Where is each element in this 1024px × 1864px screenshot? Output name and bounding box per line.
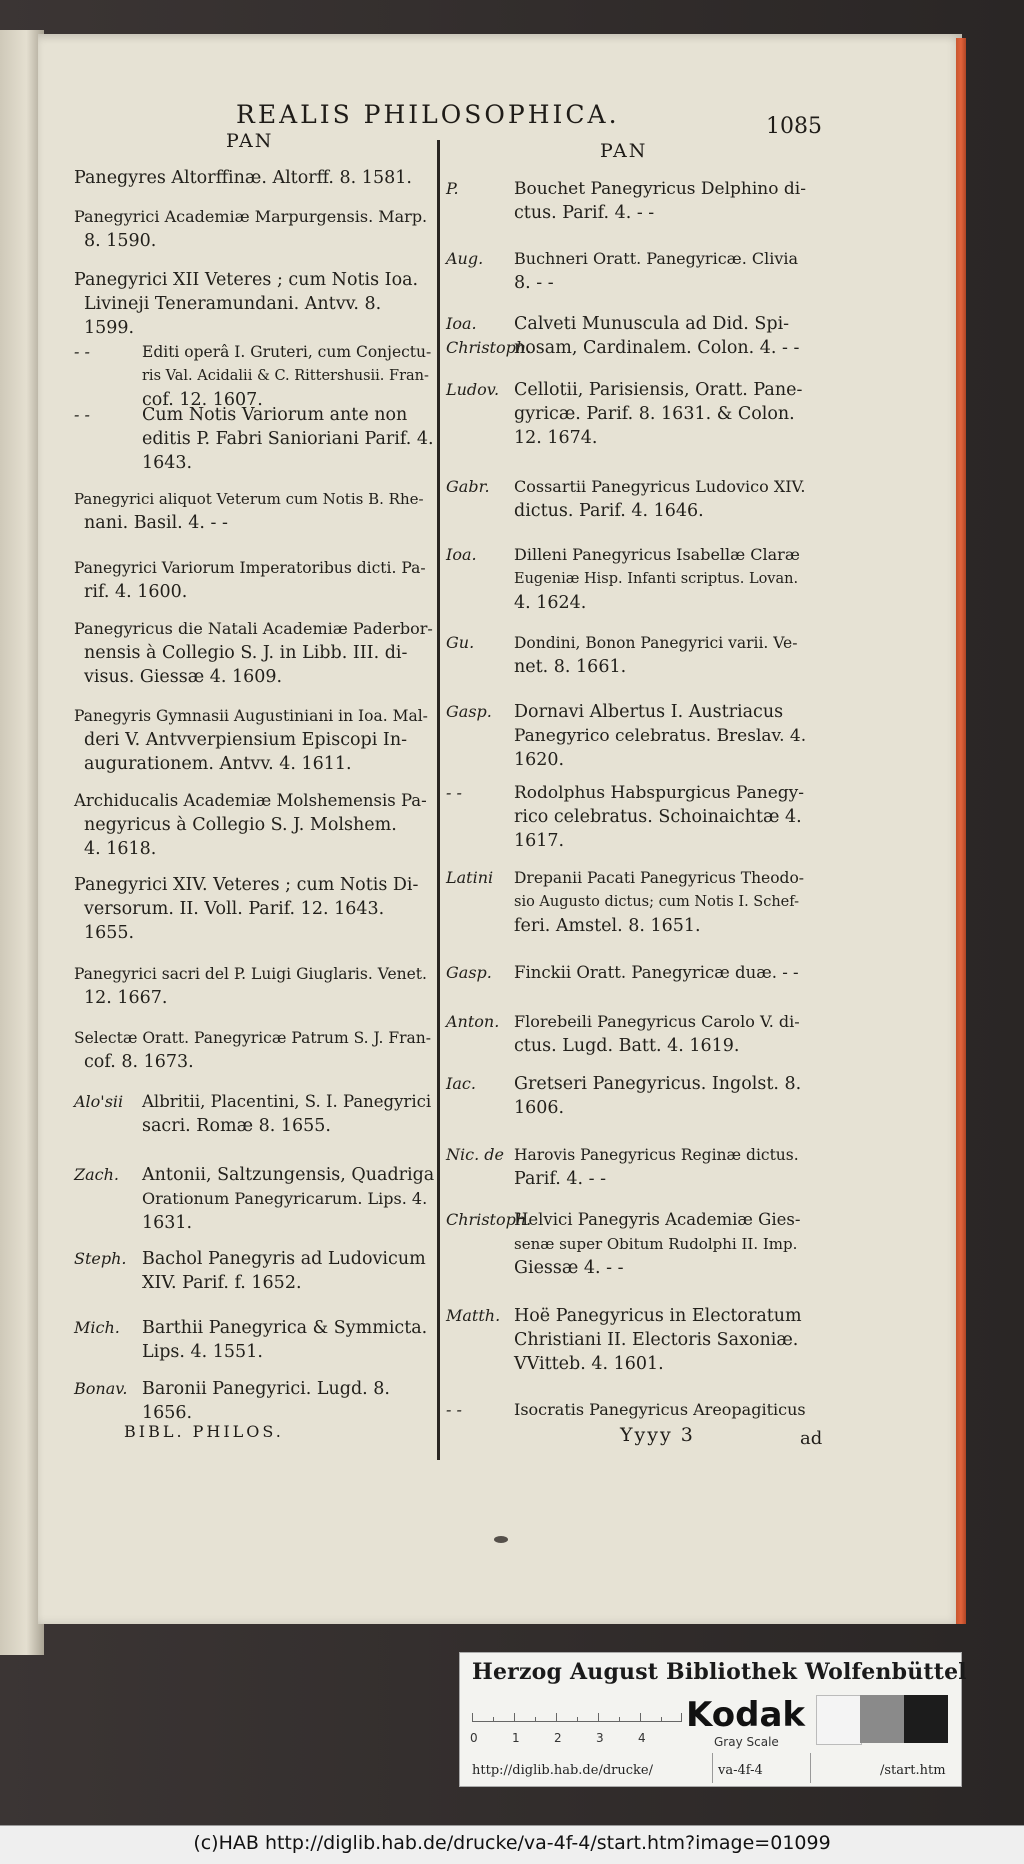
entry-line: Panegyrici XII Veteres ; cum Notis Ioa. — [74, 270, 419, 290]
entry-line: Albritii, Placentini, S. I. Panegyrici — [142, 1092, 432, 1111]
entry-line: Hoë Panegyricus in Electoratum — [514, 1306, 802, 1326]
entry-line: visus. Giessæ 4. 1609. — [84, 667, 283, 687]
entry-line: Gretseri Panegyricus. Ingolst. 8. — [514, 1074, 802, 1094]
entry-author-prefix: Steph. — [74, 1249, 127, 1268]
entry-line: cof. 12. 1607. — [142, 390, 263, 410]
entry-line: Editi operâ I. Gruteri, cum Conjectu- — [142, 343, 432, 361]
entry-line: Dondini, Bonon Panegyrici varii. Ve- — [514, 634, 798, 652]
entry-line: cof. 8. 1673. — [84, 1052, 194, 1072]
ruler-label: 0 — [470, 1731, 478, 1745]
entry-line: Panegyrici sacri del P. Luigi Giuglaris. Venet. — [74, 965, 427, 983]
entry-line: 1655. — [84, 923, 135, 943]
entry-author-prefix: Matth. — [446, 1306, 501, 1325]
entry-line: gyricæ. Parif. 8. 1631. & Colon. — [514, 404, 795, 424]
entry-line: rif. 4. 1600. — [84, 582, 188, 602]
entry-line: Panegyricus die Natali Academiæ Paderbor- — [74, 619, 433, 638]
entry-line: Panegyres Altorffinæ. Altorff. 8. 1581. — [74, 168, 412, 188]
right-column-head: PAN — [600, 140, 648, 162]
entry-author-prefix: - - — [74, 405, 90, 424]
card-url-page: /start.htm — [880, 1763, 946, 1778]
entry-line: Helvici Panegyris Academiæ Gies- — [514, 1210, 801, 1229]
entry-line: ris Val. Acidalii & C. Rittershusii. Fran- — [142, 368, 429, 384]
kodak-logo: Kodak — [686, 1695, 805, 1735]
entry-line: Panegyrici Variorum Imperatoribus dicti. Pa- — [74, 559, 426, 577]
entry-author-prefix: Zach. — [74, 1165, 120, 1184]
entry-line: nosam, Cardinalem. Colon. 4. - - — [514, 338, 800, 358]
entry-author-prefix: Latini — [446, 868, 494, 887]
entry-line: Livineji Teneramundani. Antvv. 8. — [84, 294, 382, 314]
entry-line: senæ super Obitum Rudolphi II. Imp. — [514, 1235, 798, 1253]
entry-line: Florebeili Panegyricus Carolo V. di- — [514, 1012, 800, 1031]
entry-line: ctus. Parif. 4. - - — [514, 203, 655, 223]
entry-line: Panegyrico celebratus. Breslav. 4. — [514, 726, 807, 746]
column-rule — [437, 140, 440, 1460]
entry-line: nensis à Collegio S. J. in Libb. III. di- — [84, 643, 408, 663]
entry-line: Selectæ Oratt. Panegyricæ Patrum S. J. Fran- — [74, 1029, 431, 1047]
entry-author-prefix: Gabr. — [446, 477, 490, 496]
card-divider — [810, 1753, 811, 1783]
entry-line: Finckii Oratt. Panegyricæ duæ. - - — [514, 963, 799, 982]
card-url-base: http://diglib.hab.de/drucke/ — [472, 1763, 653, 1778]
entry-line: editis P. Fabri Sanioriani Parif. 4. — [142, 429, 434, 449]
library-color-card — [459, 1652, 967, 1787]
entry-line: Parif. 4. - - — [514, 1169, 607, 1189]
footer-running-title: BIBL. PHILOS. — [124, 1422, 284, 1441]
entry-line: 4. 1624. — [514, 593, 587, 613]
entry-line: 1599. — [84, 318, 135, 338]
entry-line: Panegyris Gymnasii Augustiniani in Ioa. Mal- — [74, 707, 428, 725]
ruler-label: 4 — [638, 1731, 646, 1745]
entry-line: XIV. Parif. f. 1652. — [142, 1273, 302, 1293]
running-head: REALIS PHILOSOPHICA. — [236, 100, 620, 129]
footer-url-text: (c)HAB http://diglib.hab.de/drucke/va-4f-4/start.htm?image=01099 — [193, 1832, 831, 1854]
entry-line: Cossartii Panegyricus Ludovico XIV. — [514, 477, 806, 496]
gray-swatch-black — [904, 1695, 948, 1743]
entry-line: feri. Amstel. 8. 1651. — [514, 916, 701, 936]
entry-author-prefix: P. — [446, 179, 459, 198]
entry-author-prefix: Ioa. — [446, 545, 477, 564]
entry-line: sacri. Romæ 8. 1655. — [142, 1116, 331, 1136]
entry-line: augurationem. Antvv. 4. 1611. — [84, 754, 352, 774]
entry-line: net. 8. 1661. — [514, 657, 627, 677]
ruler-label: 2 — [554, 1731, 562, 1745]
entry-line: Christiani II. Electoris Saxoniæ. — [514, 1330, 799, 1350]
entry-author-prefix: Ioa. Christoph. — [446, 314, 532, 357]
ink-smudge — [494, 1536, 508, 1543]
entry-line: Calveti Munuscula ad Did. Spi- — [514, 314, 790, 334]
entry-author-prefix: Gasp. — [446, 963, 492, 982]
gray-swatch-mid — [860, 1695, 904, 1743]
entry-line: 1617. — [514, 831, 565, 851]
entry-line: 4. 1618. — [84, 839, 157, 859]
entry-line: Eugeniæ Hisp. Infanti scriptus. Lovan. — [514, 571, 799, 587]
entry-line: 1656. — [142, 1403, 193, 1423]
entry-line: 12. 1667. — [84, 988, 168, 1008]
entry-line: negyricus à Collegio S. J. Molshem. — [84, 815, 397, 835]
page-red-edge — [956, 38, 966, 1624]
catchword: ad — [800, 1428, 823, 1449]
entry-line: deri V. Antvverpiensium Episcopi In- — [84, 730, 408, 750]
signature-mark: Yyyy 3 — [620, 1424, 695, 1446]
entry-line: Dilleni Panegyricus Isabellæ Claræ — [514, 545, 800, 564]
entry-line: Harovis Panegyricus Reginæ dictus. — [514, 1146, 799, 1164]
entry-author-prefix: Ludov. — [446, 380, 500, 399]
entry-line: 1620. — [514, 750, 565, 770]
entry-line: Isocratis Panegyricus Areopagiticus — [514, 1400, 806, 1419]
entry-author-prefix: Mich. — [74, 1318, 120, 1337]
entry-line: Panegyrici XIV. Veteres ; cum Notis Di- — [74, 875, 419, 895]
gray-scale-label: Gray Scale — [714, 1735, 779, 1749]
entry-line: 1631. — [142, 1213, 193, 1233]
card-title: Herzog August Bibliothek Wolfenbüttel — [472, 1659, 967, 1685]
entry-author-prefix: Iac. — [446, 1074, 476, 1093]
entry-line: 1606. — [514, 1098, 565, 1118]
entry-line: nani. Basil. 4. - - — [84, 513, 228, 533]
entry-line: dictus. Parif. 4. 1646. — [514, 501, 704, 521]
entry-line: versorum. II. Voll. Parif. 12. 1643. — [84, 899, 385, 919]
entry-line: Giessæ 4. - - — [514, 1258, 624, 1278]
entry-author-prefix: Gu. — [446, 633, 475, 652]
ruler-label: 3 — [596, 1731, 604, 1745]
entry-line: Cellotii, Parisiensis, Oratt. Pane- — [514, 380, 803, 400]
entry-author-prefix: Gasp. — [446, 702, 492, 721]
page-number: 1085 — [766, 114, 822, 139]
entry-author-prefix: Christoph. — [446, 1210, 532, 1229]
entry-author-prefix: - - — [446, 783, 462, 802]
ruler-label: 1 — [512, 1731, 520, 1745]
entry-author-prefix: Nic. de — [446, 1145, 504, 1164]
scale-ruler — [472, 1697, 682, 1722]
entry-line: ctus. Lugd. Batt. 4. 1619. — [514, 1036, 740, 1056]
entry-line: Orationum Panegyricarum. Lips. 4. — [142, 1189, 428, 1208]
entry-line: 8. - - — [514, 273, 554, 293]
entry-author-prefix: Aug. — [446, 249, 484, 268]
entry-line: Buchneri Oratt. Panegyricæ. Clivia — [514, 249, 799, 268]
entry-line: Antonii, Saltzungensis, Quadriga — [142, 1165, 435, 1185]
entry-line: Baronii Panegyrici. Lugd. 8. — [142, 1379, 390, 1399]
left-column-head: PAN — [226, 130, 274, 152]
entry-line: 1643. — [142, 453, 193, 473]
entry-line: Barthii Panegyrica & Symmicta. — [142, 1318, 428, 1338]
card-divider — [712, 1753, 713, 1783]
entry-line: Rodolphus Habspurgicus Panegy- — [514, 783, 804, 803]
entry-author-prefix: Bonav. — [74, 1379, 128, 1398]
entry-line: 12. 1674. — [514, 428, 598, 448]
entry-line: Bouchet Panegyricus Delphino di- — [514, 179, 806, 199]
entry-line: 8. 1590. — [84, 231, 157, 251]
entry-line: Bachol Panegyris ad Ludovicum — [142, 1249, 426, 1269]
entry-author-prefix: Alo'sii — [74, 1092, 124, 1111]
gray-swatch-white — [816, 1695, 862, 1745]
entry-line: Panegyrici aliquot Veterum cum Notis B. Rhe- — [74, 490, 424, 508]
entry-line: Lips. 4. 1551. — [142, 1342, 263, 1362]
entry-line: Panegyrici Academiæ Marpurgensis. Marp. — [74, 207, 428, 226]
entry-author-prefix: - - — [446, 1400, 462, 1419]
card-url-id: va-4f-4 — [718, 1763, 763, 1778]
entry-line: sio Augusto dictus; cum Notis I. Schef- — [514, 894, 800, 910]
entry-line: Dornavi Albertus I. Austriacus — [514, 702, 784, 722]
entry-line: VVitteb. 4. 1601. — [514, 1354, 664, 1374]
entry-line: Cum Notis Variorum ante non — [142, 405, 408, 425]
entry-line: rico celebratus. Schoinaichtæ 4. — [514, 807, 802, 827]
footer-bar — [0, 1825, 1024, 1864]
entry-author-prefix: Anton. — [446, 1012, 500, 1031]
entry-author-prefix: - - — [74, 342, 90, 361]
entry-line: Drepanii Pacati Panegyricus Theodo- — [514, 869, 805, 887]
entry-line: Archiducalis Academiæ Molshemensis Pa- — [74, 791, 427, 810]
